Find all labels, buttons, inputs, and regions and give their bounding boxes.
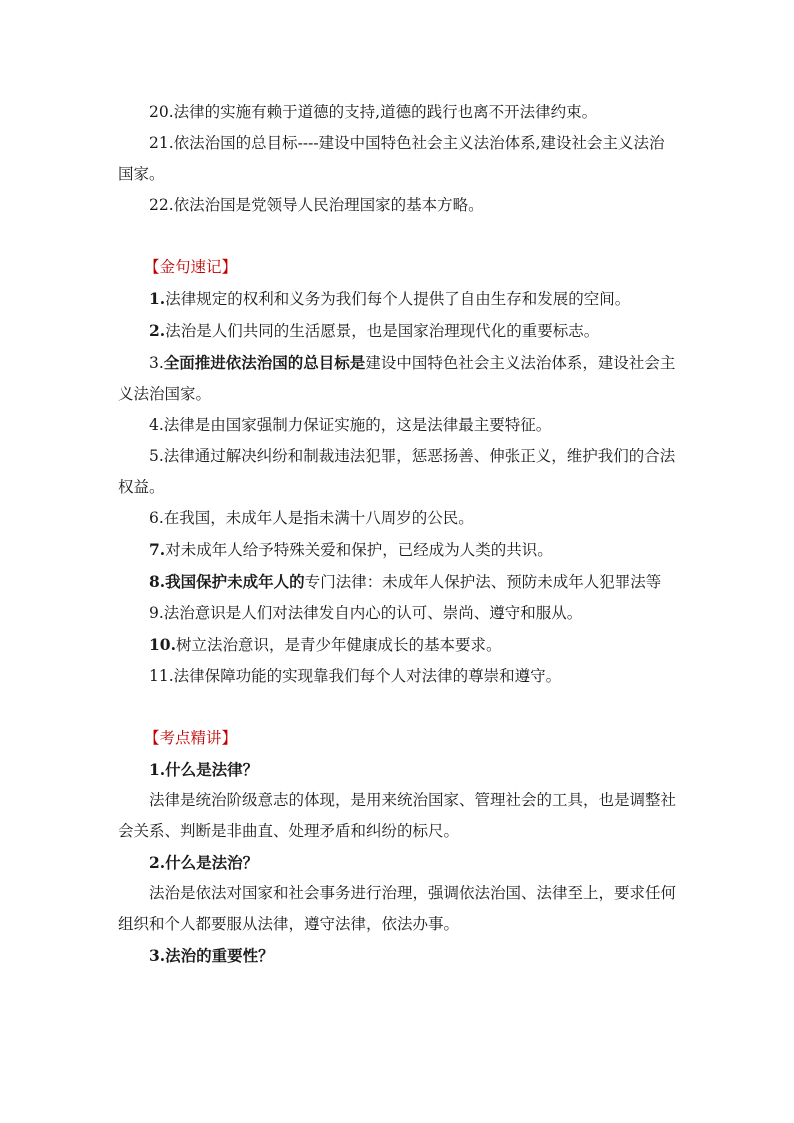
spacer	[118, 692, 678, 723]
answer-1: 法律是统治阶级意志的体现，是用来统治国家、管理社会的工具，也是调整社会关系、判断是非曲直、处理矛盾和纠纷的标尺。	[118, 791, 677, 840]
paragraph-21: 21.依法治国的总目标----建设中国特色社会主义法治体系,建设社会主义法治国家。	[118, 134, 665, 183]
quote-item-9: 9.法治意识是人们对法律发自内心的认可、崇尚、遵守和服从。	[149, 604, 583, 622]
quote-item-5: 5.法律通过解决纠纷和制裁违法犯罪，惩恶扬善、伸张正义，维护我们的合法权益。	[118, 447, 676, 496]
quote-item-2	[118, 315, 678, 347]
item-number: 10.	[149, 635, 176, 654]
item-number: 2.	[149, 321, 166, 340]
question-1: 1.什么是法律？	[149, 760, 259, 779]
quote-item-3	[118, 347, 678, 410]
question-3: 3.法治的重要性？	[149, 946, 274, 965]
spacer	[118, 221, 678, 252]
item-text: 法律规定的权利和义务为我们每个人提供了自由生存和发展的空间。	[165, 290, 631, 308]
quote-item-11: 11.法律保障功能的实现靠我们每个人对法律的尊崇和遵守。	[149, 667, 562, 685]
answer-2: 法治是依法对国家和社会事务进行治理，强调依法治国、法律至上，要求任何组织和个人都要服从法律，遵守法律，依法办事。	[118, 884, 677, 933]
quote-item-1	[118, 283, 678, 315]
item-text: 树立法治意识，是青少年健康成长的基本要求。	[175, 636, 502, 654]
question-2: 2.什么是法治？	[149, 853, 259, 872]
paragraph-22: 22.依法治国是党领导人民治理国家的基本方略。	[149, 196, 484, 214]
item-text: 专门法律：未成年人保护法、预防未成年人犯罪法等	[304, 573, 662, 591]
paragraph-20: 20.法律的实施有赖于道德的支持,道德的践行也离不开法律约束。	[149, 103, 598, 121]
item-bold-text: 全面推进依法治国的总目标是	[163, 353, 366, 372]
quote-item-8	[118, 566, 678, 598]
quote-item-7	[118, 534, 678, 566]
section-heading-quotes: 【金句速记】	[144, 258, 238, 276]
item-number: 3.	[149, 354, 164, 372]
item-number: 1.	[149, 289, 166, 308]
quote-item-4: 4.法律是由国家强制力保证实施的，这是法律最主要特征。	[149, 416, 552, 434]
section-heading-key-points: 【考点精讲】	[144, 729, 238, 747]
item-number: 7.	[149, 540, 166, 559]
document-page	[118, 97, 678, 971]
item-text: 建设中国特色社会主义法治体系，建设社会主义法治国家。	[118, 354, 676, 403]
item-text: 对未成年人给予特殊关爱和保护，已经成为人类的共识。	[165, 541, 553, 559]
quote-item-10	[118, 629, 678, 661]
quote-item-6: 6.在我国，未成年人是指未满十八周岁的公民。	[149, 509, 474, 527]
item-text: 法治是人们共同的生活愿景，也是国家治理现代化的重要标志。	[165, 322, 600, 340]
item-bold-text: 8.我国保护未成年人的	[149, 572, 305, 591]
